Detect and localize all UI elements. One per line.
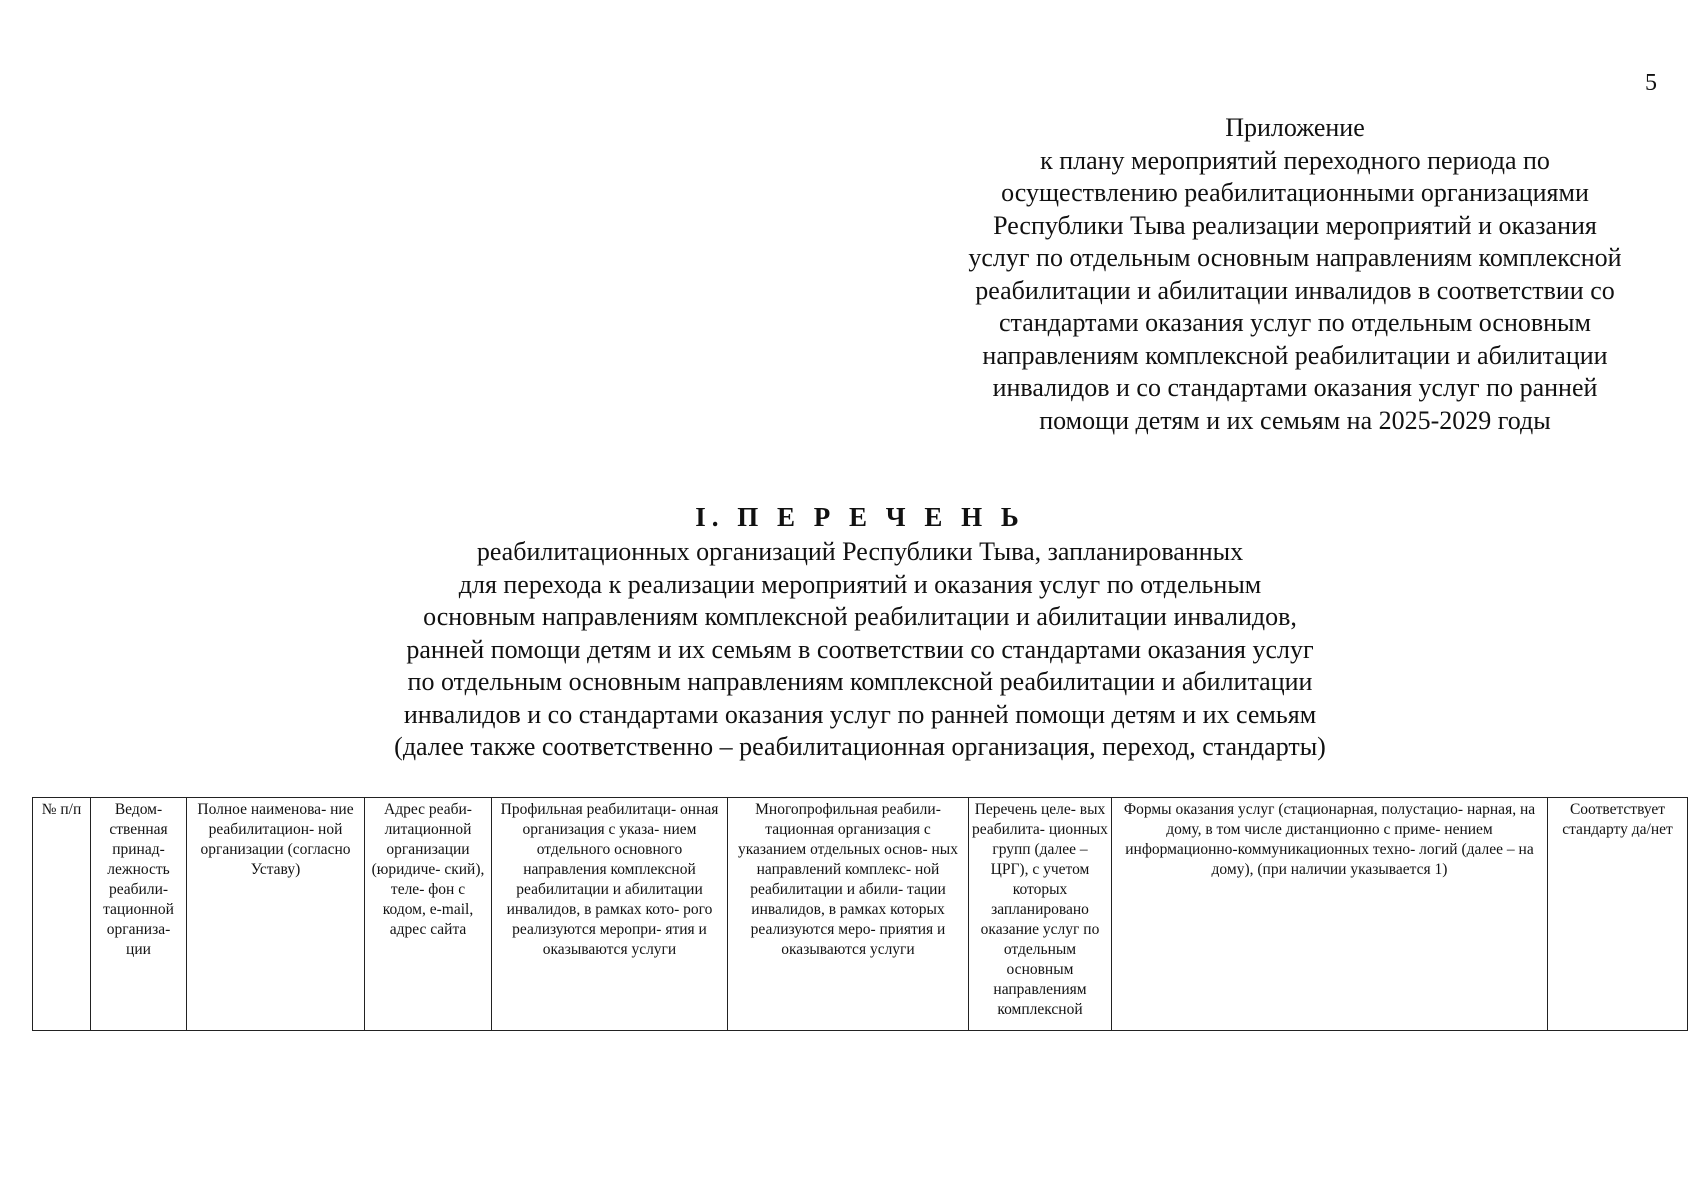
heading-subtitle [330,536,1390,764]
table-header-row [33,798,1688,1031]
organizations-table [32,797,1688,1031]
header-affiliation: Ведом- ственная принад- лежность реабили- тационной организа- ции [91,798,187,1031]
list-heading [330,500,1390,764]
appendix-line: инвалидов и со стандартами оказания услуг по ранней [992,373,1598,402]
heading-line: инвалидов и со стандартами оказания услуг по ранней помощи детям и их семьям [403,699,1317,729]
heading-title: I. П Е Р Е Ч Е Н Ь [695,502,1025,532]
heading-line: реабилитационных организаций Республики Тыва, запланированных [476,537,1244,566]
appendix-block [925,112,1665,437]
header-profile-org: Профильная реабилитаци- онная организация с указа- нием отдельного основного направления комплексной реабилитации и абилитации инвалидов, в рамках кото- рого реализуются меропри- ятия и оказываются услуги [492,798,728,1031]
header-address: Адрес реаби- литационной организации (юридиче- ский), теле- фон с кодом, e-mail, адрес сайта [365,798,492,1031]
appendix-line: услуг по отдельным основным направлениям комплексной [968,243,1622,272]
header-target-groups: Перечень целе- вых реабилита- ционных групп (далее – ЦРГ), с учетом которых запланировано оказание услуг по отдельным основным направлениям комплексной [969,798,1112,1031]
appendix-line: стандартами оказания услуг по отдельным основным [999,308,1591,337]
page-number: 5 [1645,70,1657,96]
organizations-table-wrap [32,797,1687,1031]
appendix-line: к плану мероприятий переходного периода по [1040,145,1550,175]
appendix-line: Республики Тыва реализации мероприятий и оказания [993,210,1597,240]
appendix-line: направлениям комплексной реабилитации и абилитации [982,340,1608,370]
heading-line: основным направлениям комплексной реабилитации и абилитации инвалидов, [423,602,1297,631]
appendix-line: осуществлению реабилитационными организациями [1001,178,1589,207]
appendix-line: реабилитации и абилитации инвалидов в соответствии со [975,275,1615,305]
heading-line: ранней помощи детям и их семьям в соответствии со стандартами оказания услуг [406,634,1314,664]
heading-line: для перехода к реализации мероприятий и оказания услуг по отдельным [458,569,1262,599]
header-number: № п/п [33,798,91,1031]
heading-line: по отдельным основным направлениям комплексной реабилитации и абилитации [407,667,1313,696]
appendix-line: помощи детям и их семьям на 2025-2029 годы [1039,405,1551,435]
header-multiprofile-org: Многопрофильная реабили- тационная организация с указанием отдельных основ- ных направлений комплекс- ной реабилитации и абили- тации инвалидов, в рамках которых реализуются меро- приятия и оказываются услуги [728,798,969,1031]
header-standard-compliance: Соответствует стандарту да/нет [1548,798,1688,1031]
header-service-forms: Формы оказания услуг (стационарная, полустацио- нарная, на дому, в том числе дистанционно с приме- нением информационно-коммуникационных техно- логий (далее – на дому), (при наличии указывается 1) [1112,798,1548,1031]
heading-line: (далее также соответственно – реабилитационная организация, переход, стандарты) [394,732,1326,761]
header-full-name: Полное наименова- ние реабилитацион- ной организации (согласно Уставу) [187,798,365,1031]
appendix-label: Приложение [1225,113,1365,142]
